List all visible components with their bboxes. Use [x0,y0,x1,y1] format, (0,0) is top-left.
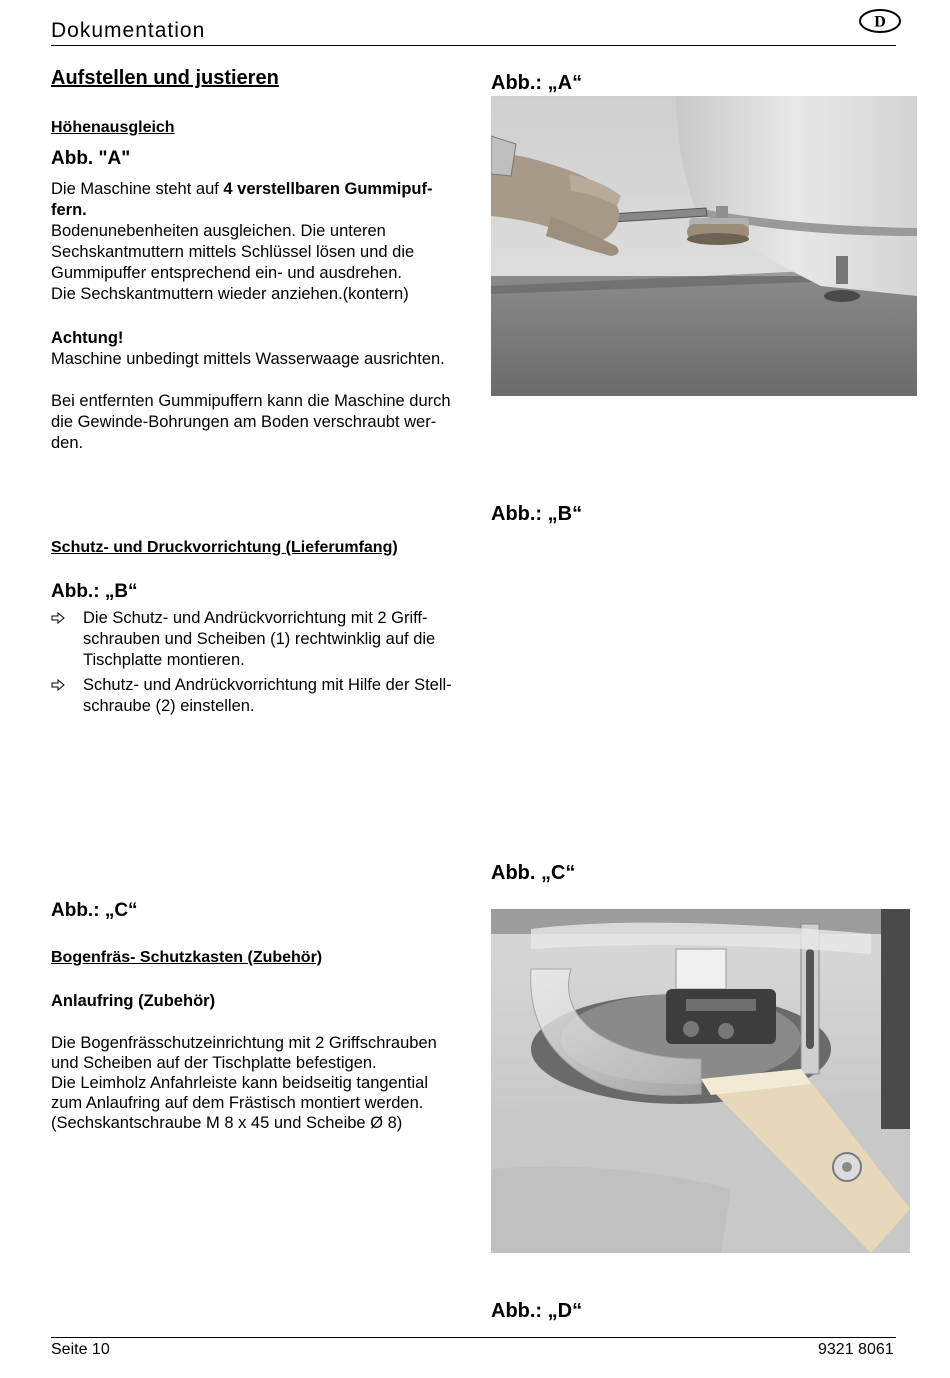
page-number: Seite 10 [51,1341,110,1358]
paragraph-line: und Scheiben auf der Tischplatte befestigen. [51,1054,377,1072]
paragraph-line: Die Sechskantmuttern wieder anziehen.(kontern) [51,285,409,303]
list-item-line: Tischplatte montieren. [83,651,245,669]
figure-ref-a: Abb. "A" [51,148,131,169]
header-rule [51,45,896,46]
footer-rule [51,1337,896,1338]
warning-block [51,328,481,370]
arrow-right-icon [51,675,83,717]
section-heading-guard: Schutz- und Druckvorrichtung (Lieferumfang) [51,539,398,556]
list-item-line: Die Schutz- und Andrückvorrichtung mit 2 Griff- [83,609,428,627]
list-item-text [83,608,435,671]
list-item-line: Schutz- und Andrückvorrichtung mit Hilfe der Stell- [83,676,452,694]
text-span: Die Maschine steht auf [51,180,224,198]
list-item-line: schraube (2) einstellen. [83,697,255,715]
document-number: 9321 8061 [818,1341,894,1358]
paragraph-line: Sechskantmuttern mittels Schlüssel lösen und die [51,243,415,261]
warning-text: Maschine unbedingt mittels Wasserwaage ausrichten. [51,350,445,368]
list-item-line: schrauben und Scheiben (1) rechtwinklig auf die [83,630,436,648]
figure-label-c: Abb. „C“ [491,862,576,884]
paragraph-line: zum Anlaufring auf dem Frästisch montiert werden. [51,1094,424,1112]
photo-figure-a [491,96,917,396]
bold-text: 4 verstellbaren Gummipuf- [223,180,433,198]
main-heading: Aufstellen und justieren [51,67,279,89]
paragraph-arc-guard [51,1033,481,1133]
language-badge-letter: D [874,13,886,31]
paragraph-line: Die Bogenfrässchutzeinrichtung mit 2 Griffschrauben [51,1034,437,1052]
paragraph-line: (Sechskantschraube M 8 x 45 und Scheibe Ø 8) [51,1114,403,1132]
figure-label-d: Abb.: „D“ [491,1300,583,1322]
paragraph-line [51,179,471,200]
paragraph-threaded-holes [51,391,481,454]
bold-text: fern. [51,201,87,219]
arrow-right-icon [51,608,83,671]
figure-label-a: Abb.: „A“ [491,72,583,94]
paragraph-rubber-buffers [51,179,471,305]
section-heading-height-adjustment: Höhenausgleich [51,119,175,136]
section-heading-arc-guard: Bogenfräs- Schutzkasten (Zubehör) [51,949,323,966]
paragraph-line: Die Leimholz Anfahrleiste kann beidseitig tangential [51,1074,428,1092]
warning-title: Achtung! [51,329,124,347]
paragraph-line: den. [51,434,84,452]
paragraph-line: Gummipuffer entsprechend ein- und ausdrehen. [51,264,402,282]
document-header-title: Dokumentation [51,19,206,42]
paragraph-line: Bodenunebenheiten ausgleichen. Die unteren [51,222,386,240]
figure-ref-c: Abb.: „C“ [51,900,138,921]
bullet-list [51,608,481,717]
subheading-guide-ring: Anlaufring (Zubehör) [51,992,216,1010]
photo-figure-c [491,909,910,1253]
list-item-text [83,675,452,717]
figure-ref-b: Abb.: „B“ [51,581,138,602]
list-item [51,608,481,671]
list-item [51,675,481,717]
paragraph-line: Bei entfernten Gummipuffern kann die Maschine durch [51,392,451,410]
language-badge [858,8,902,34]
figure-label-b: Abb.: „B“ [491,503,583,525]
language-badge-icon [858,8,902,34]
paragraph-line: die Gewinde-Bohrungen am Boden verschraubt wer- [51,413,437,431]
